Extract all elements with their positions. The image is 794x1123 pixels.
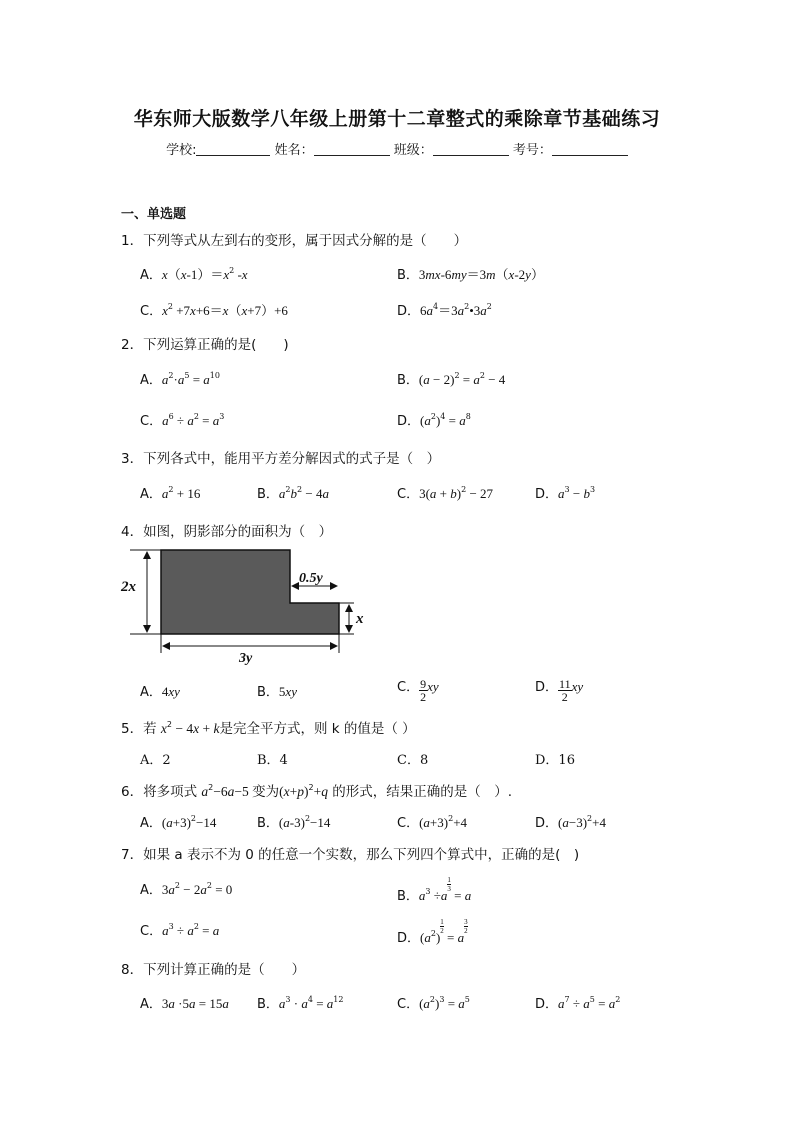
q4-option-c[interactable]: C． $\frac{9}{2}$ xy [397, 677, 439, 704]
label-3y: 3y [239, 651, 253, 665]
q7-option-b[interactable]: B．$a^3 \div a$ $\frac{1}{3}$ = a [397, 876, 472, 904]
question-5-stem: 5．若 $x^2 - 4x + k$是完全平方式，则 k 的值是（ ） [121, 720, 416, 737]
q2-option-b[interactable]: B．$(a - 2)^2 = a^2 - 4$ [397, 371, 506, 388]
q7-option-c[interactable]: C．$a^3 \div a^2 = a$ [140, 922, 220, 939]
q7-option-d[interactable]: D．$(a^2)$ $\frac{1}{2}$ = a $\frac{3}{2}$ [397, 918, 468, 946]
q4-option-b[interactable]: B．5xy [257, 684, 297, 700]
q4-option-d[interactable]: D． $\frac{11}{2}$ xy [535, 677, 584, 704]
question-1-stem: 1．下列等式从左到右的变形，属于因式分解的是（ ） [121, 233, 468, 249]
q5-option-b[interactable]: B．4 [257, 753, 288, 768]
question-6-stem: 6．将多项式 $a^2-6a-5$ 变为$(x+p)^2+q$ 的形式，结果正确的是（ ）. [121, 783, 513, 800]
name-blank[interactable] [314, 142, 390, 156]
q6-option-c[interactable]: C．$(a+3)^2+4$ [397, 814, 468, 831]
q6-option-d[interactable]: D．$(a-3)^2+4$ [535, 814, 606, 831]
q6-option-a[interactable]: A．$(a+3)^2-14$ [140, 814, 217, 831]
question-8-stem: 8．下列计算正确的是（ ） [121, 962, 306, 978]
q8-option-a[interactable]: A．3a ·5a = 15a [140, 996, 229, 1012]
student-info-line [0, 139, 794, 158]
q2-option-c[interactable]: C．$a^6 \div a^2 = a^3$ [140, 412, 225, 429]
question-3-stem: 3．下列各式中，能用平方差分解因式的式子是（ ） [121, 451, 441, 467]
name-label: 姓名： [274, 143, 314, 158]
q2-option-d[interactable]: D．$(a^2)^4 = a^8$ [397, 412, 471, 429]
exam-no-label: 考号： [512, 143, 552, 158]
label-x: x [356, 611, 364, 627]
shaded-region-figure [118, 543, 378, 665]
q4-option-a[interactable]: A．4xy [140, 684, 180, 700]
q8-option-c[interactable]: C．$(a^2)^3 = a^5$ [397, 995, 470, 1012]
q8-option-b[interactable]: B．$a^3 \cdot a^4 = a^{12}$ [257, 995, 344, 1012]
school-blank[interactable] [196, 142, 270, 156]
class-label: 班级： [393, 143, 433, 158]
q3-option-d[interactable]: D．$a^3 - b^3$ [535, 485, 596, 502]
q8-option-d[interactable]: D．$a^7 \div a^5 = a^2$ [535, 995, 621, 1012]
question-4-stem: 4．如图，阴影部分的面积为（ ） [121, 524, 333, 540]
section-heading: 一、单选题 [121, 207, 187, 222]
page-title: 华东师大版数学八年级上册第十二章整式的乘除章节基础练习 [133, 108, 661, 130]
shaded-region [161, 550, 339, 634]
label-2x: 2x [121, 579, 136, 595]
q5-option-a[interactable]: A．2 [140, 753, 171, 768]
class-blank[interactable] [433, 142, 509, 156]
exam-no-blank[interactable] [552, 142, 628, 156]
q3-option-c[interactable]: C．$3(a + b)^2 - 27$ [397, 485, 494, 502]
question-7-stem: 7．如果 a 表示不为 0 的任意一个实数，那么下列四个算式中，正确的是( ) [121, 847, 580, 863]
q5-option-c[interactable]: C．8 [397, 753, 429, 768]
q6-option-b[interactable]: B．$(a-3)^2-14$ [257, 814, 331, 831]
q2-option-a[interactable]: A．$a^2\cdot a^5 = a^{10}$ [140, 371, 220, 388]
q1-option-b[interactable]: B．3mx-6my＝3m（x-2y） [397, 267, 544, 283]
label-0.5y: 0.5y [299, 571, 323, 586]
q3-option-b[interactable]: B．$a^2b^2 - 4a$ [257, 485, 329, 502]
q1-option-c[interactable]: C．$x^2 +7x+6=x(x+7)+6$ [140, 302, 288, 319]
q7-option-a[interactable]: A．$3a^2 - 2a^2 = 0$ [140, 881, 233, 898]
q1-option-a[interactable]: A．$x(x-1)=x^2$ -x [140, 266, 248, 283]
question-2-stem: 2．下列运算正确的是( ) [121, 337, 289, 353]
q5-option-d[interactable]: D．16 [535, 753, 575, 768]
school-label: 学校: [166, 143, 197, 158]
q1-option-d[interactable]: D．$6a^4=3a^2•3a^2$ [397, 302, 492, 319]
q3-option-a[interactable]: A．$a^2 + 16$ [140, 485, 201, 502]
